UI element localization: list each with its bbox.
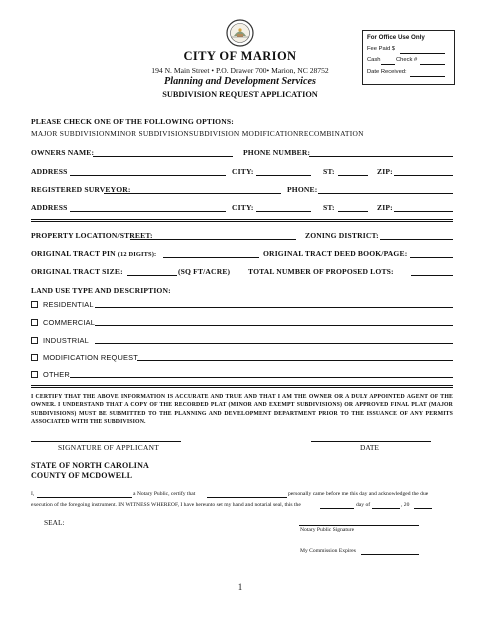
- land-use-option-label: MODIFICATION REQUEST: [43, 353, 139, 362]
- notary-line2-start: execution of the foregoing instrument. IN WITNESS WHEREOF, I have hereunto set my hand and notarial seal, this the: [31, 502, 301, 508]
- registered-surveyor-label: REGISTERED SURVEYOR:: [31, 185, 131, 194]
- surveyor-state-label: ST:: [323, 203, 335, 212]
- checkbox-icon[interactable]: [31, 371, 38, 378]
- zip-label: ZIP:: [377, 167, 393, 176]
- checkbox-icon[interactable]: [31, 337, 38, 344]
- date-received-label: Date Received:: [367, 69, 407, 75]
- land-use-option-industrial[interactable]: [31, 336, 89, 345]
- city-title: CITY OF MARION: [183, 49, 297, 63]
- surveyor-address-label: ADDRESS: [31, 203, 68, 212]
- notary-year-field[interactable]: [414, 508, 432, 509]
- notary-month-field[interactable]: [372, 508, 400, 509]
- state-label: ST:: [323, 167, 335, 176]
- commission-expires-field[interactable]: [361, 554, 419, 555]
- surveyor-address-field[interactable]: [70, 211, 226, 212]
- fee-paid-label: Fee Paid $: [367, 46, 396, 52]
- city-address: 194 N. Main Street • P.O. Drawer 700• Marion, NC 28752: [151, 66, 329, 75]
- section-divider: [31, 219, 453, 220]
- deed-book-label: ORIGINAL TRACT DEED BOOK/PAGE:: [263, 249, 408, 258]
- checkbox-icon[interactable]: [31, 354, 38, 361]
- original-tract-pin-field[interactable]: [163, 257, 259, 258]
- department-name: Planning and Development Services: [164, 76, 316, 87]
- certification-statement: I CERTIFY THAT THE ABOVE INFORMATION IS ACCURATE AND TRUE AND THAT I AM THE OWNER OR A DULY APPOINTED AGENT OF THE OWNER. I UNDERSTAND THAT A COPY OF THE RECORDED PLAT (MINOR AND EXEMPT SUBDIVISIONS) OR APPROVED FINAL PLAT (MAJOR SUBDIVISIONS) MUST BE SUBMITTED TO THE PLANNING AND DEVELOPMENT DEPARTMENT PRIOR TO THE ISSUANCE OF ANY PERMITS ASSOCIATED WITH THE SUBDIVISION.: [31, 394, 453, 426]
- surveyor-zip-field[interactable]: [394, 211, 453, 212]
- surveyor-city-label: CITY:: [232, 203, 254, 212]
- registered-surveyor-field[interactable]: [104, 193, 281, 194]
- sq-ft-label: (SQ FT/ACRE): [178, 267, 231, 276]
- land-use-heading: LAND USE TYPE AND DESCRIPTION:: [31, 286, 171, 295]
- page-number: 1: [237, 582, 243, 592]
- proposed-lots-field[interactable]: [411, 275, 453, 276]
- property-location-field[interactable]: [130, 239, 296, 240]
- phone-number-label: PHONE NUMBER:: [243, 148, 311, 157]
- notary-line1-end: personally came before me this day and acknowledged the due: [288, 491, 429, 497]
- original-tract-pin-label: [31, 249, 156, 258]
- appearing-person-field[interactable]: [207, 497, 287, 498]
- surveyor-state-field[interactable]: [338, 211, 368, 212]
- notary-signature-line[interactable]: [299, 525, 419, 526]
- land-use-option-label: COMMERCIAL: [43, 318, 96, 327]
- city-seal-logo: [226, 19, 254, 47]
- land-use-option-label: INDUSTRIAL: [43, 336, 89, 345]
- notary-signature-label: Notary Public Signature: [300, 527, 355, 533]
- pin-digits-text: (12 DIGITS):: [117, 251, 157, 258]
- owners-name-field[interactable]: [93, 156, 233, 157]
- industrial-description-line[interactable]: [95, 343, 453, 344]
- commission-expires-label: My Commission Expires: [300, 548, 356, 554]
- land-use-option-other[interactable]: [31, 370, 70, 379]
- modification-description-line[interactable]: [137, 360, 453, 361]
- surveyor-zip-label: ZIP:: [377, 203, 393, 212]
- proposed-lots-label: TOTAL NUMBER OF PROPOSED LOTS:: [248, 267, 394, 276]
- zoning-district-field[interactable]: [380, 239, 453, 240]
- commercial-description-line[interactable]: [95, 325, 453, 326]
- land-use-option-label: RESIDENTIAL: [43, 300, 94, 309]
- owner-zip-field[interactable]: [394, 175, 453, 176]
- office-use-title: For Office Use Only: [367, 34, 425, 41]
- land-use-option-label: OTHER: [43, 370, 70, 379]
- notary-line1-start: I,: [31, 491, 35, 497]
- other-description-line[interactable]: [70, 377, 453, 378]
- seal-label: SEAL:: [44, 518, 65, 527]
- checkbox-icon[interactable]: [31, 301, 38, 308]
- notary-name-field[interactable]: [37, 497, 132, 498]
- tract-size-field[interactable]: [127, 275, 177, 276]
- checkbox-icon[interactable]: [31, 319, 38, 326]
- residential-description-line[interactable]: [95, 307, 453, 308]
- land-use-option-residential[interactable]: [31, 300, 94, 309]
- notary-line1-middle: a Notary Public, certify that: [133, 491, 196, 497]
- certification-divider: [31, 387, 453, 388]
- surveyor-phone-label: PHONE:: [287, 185, 318, 194]
- tract-size-label: ORIGINAL TRACT SIZE:: [31, 267, 123, 276]
- notary-day-field[interactable]: [320, 508, 354, 509]
- property-location-label: PROPERTY LOCATION/STREET:: [31, 231, 153, 240]
- notary-line2-year: , 20: [401, 502, 410, 508]
- address-label: ADDRESS: [31, 167, 68, 176]
- signature-date-label: DATE: [360, 443, 379, 452]
- applicant-signature-line[interactable]: [31, 441, 181, 442]
- deed-book-field[interactable]: [410, 257, 453, 258]
- owner-city-field[interactable]: [256, 175, 311, 176]
- form-title: SUBDIVISION REQUEST APPLICATION: [162, 90, 318, 99]
- city-label: CITY:: [232, 167, 254, 176]
- check-line[interactable]: [420, 64, 445, 65]
- cash-label: Cash: [367, 57, 381, 63]
- owner-address-field[interactable]: [70, 175, 226, 176]
- surveyor-city-field[interactable]: [256, 211, 311, 212]
- owners-name-label: OWNERS NAME:: [31, 148, 95, 157]
- cash-line[interactable]: [381, 64, 395, 65]
- notary-state: STATE OF NORTH CAROLINA: [31, 461, 149, 470]
- notary-county: COUNTY OF MCDOWELL: [31, 471, 133, 480]
- subdivision-type-options[interactable]: MAJOR SUBDIVISIONMINOR SUBDIVISIONSUBDIVISION MODIFICATIONRECOMBINATION: [31, 129, 364, 138]
- applicant-signature-label: SIGNATURE OF APPLICANT: [58, 443, 160, 452]
- surveyor-phone-field[interactable]: [318, 193, 453, 194]
- owner-state-field[interactable]: [338, 175, 368, 176]
- land-use-option-commercial[interactable]: [31, 318, 95, 327]
- original-tract-pin-text: ORIGINAL TRACT PIN: [31, 249, 116, 258]
- notary-line2-dayof: day of: [356, 502, 371, 508]
- section-divider: [31, 221, 453, 222]
- check-options-heading: PLEASE CHECK ONE OF THE FOLLOWING OPTIONS:: [31, 117, 234, 126]
- zoning-district-label: ZONING DISTRICT:: [305, 231, 379, 240]
- land-use-option-modification[interactable]: [31, 353, 138, 362]
- phone-number-field[interactable]: [309, 156, 453, 157]
- signature-date-line[interactable]: [311, 441, 431, 442]
- certification-divider: [31, 385, 453, 386]
- check-label: Check #: [396, 57, 418, 63]
